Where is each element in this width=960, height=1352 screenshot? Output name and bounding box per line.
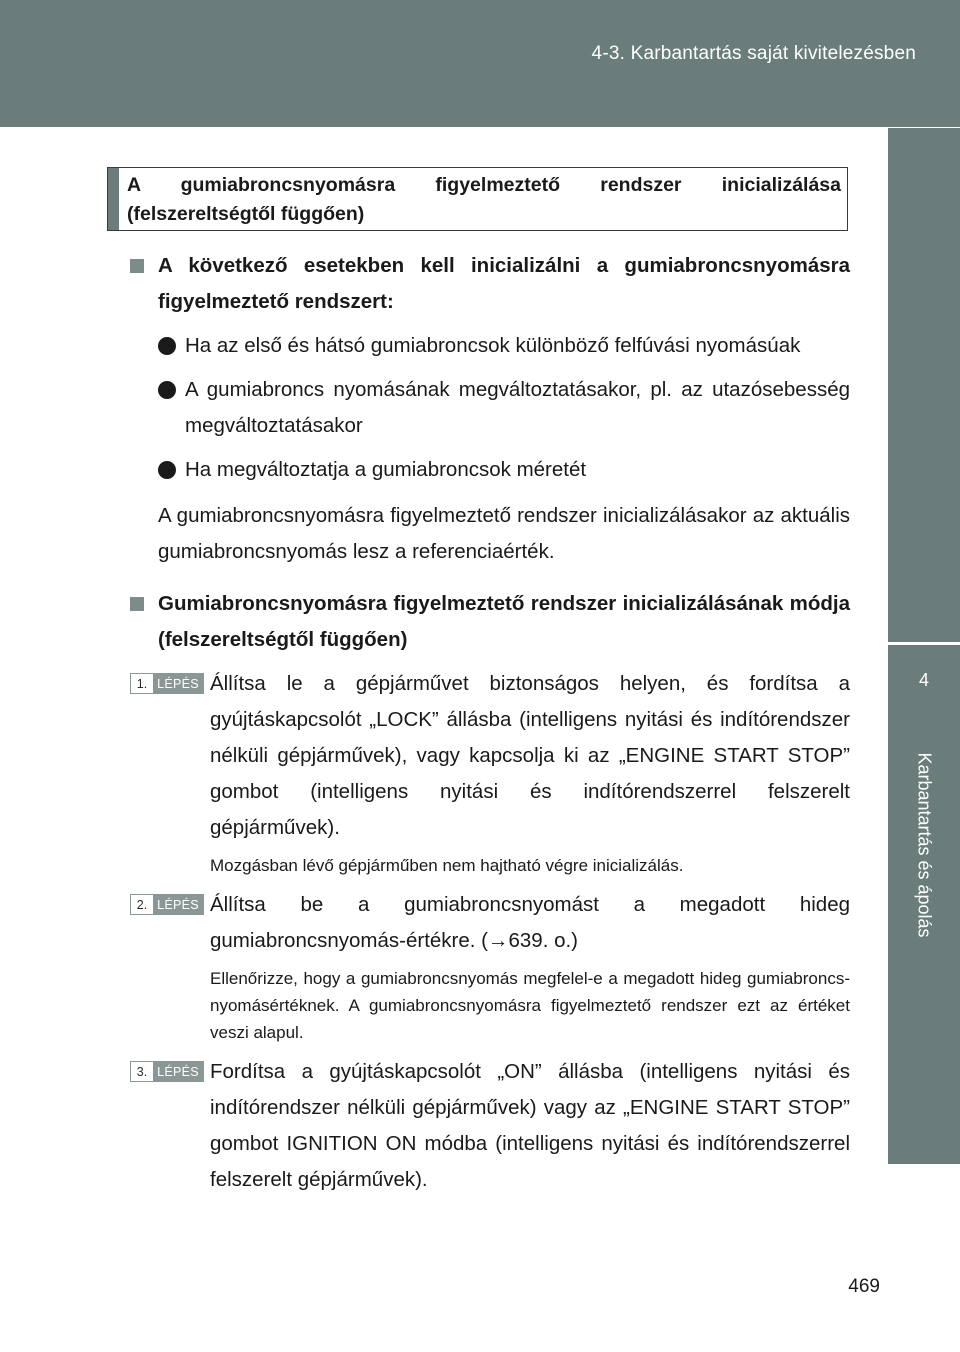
list-item [158,452,850,488]
main-heading: A gumiabroncsnyomásra figyelmeztető rendszer inicializálása (felszereltségtől függően) [127,174,841,225]
round-bullet-icon [158,337,176,355]
header-band [0,0,960,127]
step-badge [130,673,204,694]
step-text: Fordítsa a gyújtáskapcsolót „ON” állásba (intelligens nyitási és indítórendszer nélküli gépjárművek) vagy az „ENGINE START STOP” gombot IGNITION ON módba (intelligens nyitási és indítórendszerrel felszerelt gépjárművek). [210,1060,850,1191]
subheading-text: Gumiabroncsnyomásra figyelmeztető rendszer inicializálásának módja (felszereltségtől függően) [158,592,850,651]
list-item-text: A gumiabroncs nyomásának megváltoztatásakor, pl. az utazósebesség megváltoztatásakor [185,378,850,437]
chapter-side-tab [888,128,960,1164]
subheading-text: A következő esetekben kell inicializálni a gumiabroncsnyomásra figyelmeztető rendszert: [158,254,850,313]
chapter-number: 4 [918,670,929,690]
step-note: Ellenőrizze, hogy a gumiabroncsnyomás megfelel-e a megadott hideg gumiabroncs-nyomásértéknek. A gumiabroncsnyomásra figyelmeztető rendszer ezt az értéket veszi alapul. [210,969,850,1042]
round-bullet-icon [158,381,176,399]
step-number: 3. [131,1062,153,1081]
step-label: LÉPÉS [153,674,203,693]
list-item [158,328,850,364]
step-3 [130,1054,850,1198]
side-tab-divider [888,642,960,645]
main-heading-box [107,167,848,231]
section-title: 4-3. Karbantartás saját kivitelezésben [591,43,916,64]
content [130,248,850,1198]
round-bullet-icon [158,461,176,479]
chapter-title-vertical: Karbantartás és ápolás [914,752,935,938]
step-text: Állítsa le a gépjárművet biztonságos helyen, és fordítsa a gyújtáskapcsolót „LOCK” állásba (intelligens nyitási és indítórendszer nélküli gépjárművek), vagy kapcsolja ki az „ENGINE START STOP” gombot (intelligens nyitási és indítórendszerrel felszerelt gépjárművek). [210,672,850,839]
step-label: LÉPÉS [153,895,203,914]
square-bullet-icon [130,259,144,273]
step-label: LÉPÉS [153,1062,203,1081]
list-item [158,372,850,444]
heading-accent-bar [108,168,119,230]
page-number: 469 [848,1276,880,1297]
step-badge [130,894,204,915]
subheading-when [130,248,850,320]
list-item-text: Ha az első és hátsó gumiabroncsok különböző felfúvási nyomásúak [185,334,801,357]
reference-paragraph: A gumiabroncsnyomásra figyelmeztető rendszer inicializálásakor az aktuális gumiabroncsnyomás lesz a referenciaérték. [158,504,850,563]
step-note: Mozgásban lévő gépjárműben nem hajtható végre inicializálás. [210,856,684,875]
subheading-method [130,586,850,658]
square-bullet-icon [130,597,144,611]
step-1 [130,666,850,879]
step-badge [130,1061,204,1082]
list-item-text: Ha megváltoztatja a gumiabroncsok méretét [185,458,587,481]
step-number: 2. [131,895,153,914]
step-number: 1. [131,674,153,693]
step-text: Állítsa be a gumiabroncsnyomást a megadott hideg gumiabroncsnyomás-értékre. (→639. o.) [210,893,850,952]
step-2 [130,887,850,1046]
